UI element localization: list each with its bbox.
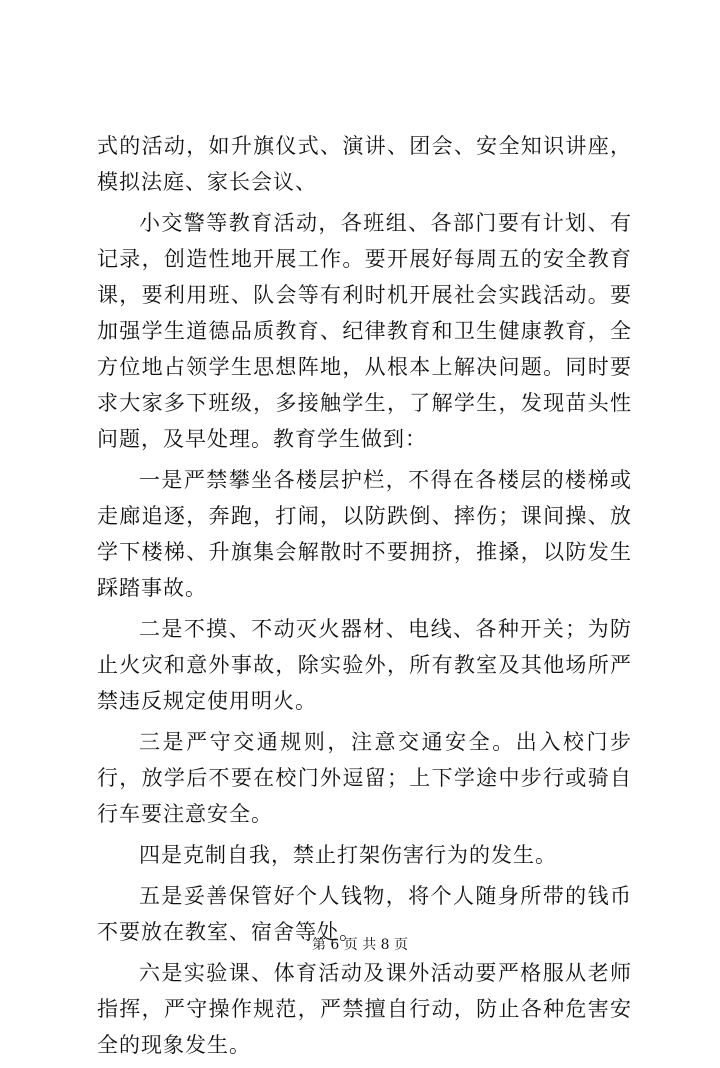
paragraph-3: 一是严禁攀坐各楼层护栏，不得在各楼层的楼梯或走廊追逐，奔跑，打闹，以防跌倒、摔伤；课间操、放学下楼梯、升旗集会解散时不要拥挤，推搡，以防发生踩踏事故。 [97,468,632,600]
paragraph-8: 六是实验课、体育活动及课外活动要严格服从老师指挥，严守操作规范，严禁擅自行动，防止各种危害安全的现象发生。 [97,961,632,1057]
paragraph-7: 五是妥善保管好个人钱物，将个人随身所带的钱币不要放在教室、宿舍等处。 [97,884,632,944]
paragraph-1: 式的活动，如升旗仪式、演讲、团会、安全知识讲座，模拟法庭、家长会议、 [97,134,632,194]
paragraph-2: 小交警等教育活动，各班组、各部门要有计划、有记录，创造性地开展工作。要开展好每周五的安全教育课，要利用班、队会等有利时机开展社会实践活动。要加强学生道德品质教育、纪律教育和卫生健康教育，全方位地占领学生思想阵地，从根本上解决问题。同时要求大家多下班级，多接触学生，了解学生，发现苗头性问题，及早处理。教育学生做到： [97,211,632,451]
paragraph-4: 二是不摸、不动灭火器材、电线、各种开关；为防止火灾和意外事故，除实验外，所有教室及其他场所严禁违反规定使用明火。 [97,617,632,713]
paragraph-6: 四是克制自我，禁止打架伤害行为的发生。 [139,843,557,867]
paragraph-5: 三是严守交通规则，注意交通安全。出入校门步行，放学后不要在校门外逗留；上下学途中步行或骑自行车要注意安全。 [97,730,632,826]
page-number-footer: 第 6 页 共 8 页 [311,937,409,953]
document-body [97,128,632,1068]
